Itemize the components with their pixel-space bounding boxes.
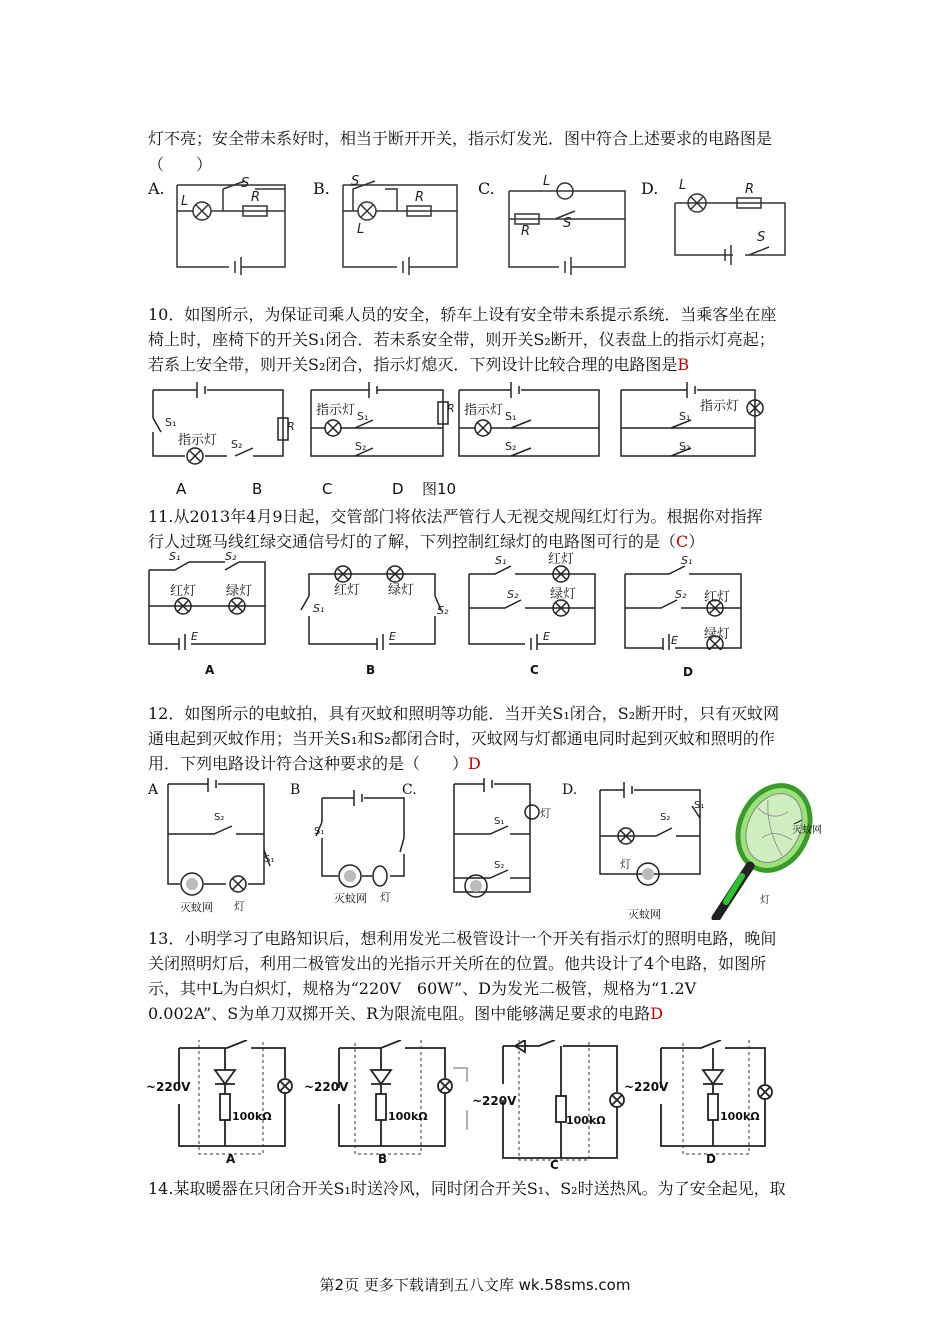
q10-circuit-figures: [145, 378, 775, 474]
q12-lamp-label-c: 灯: [540, 807, 551, 820]
svg-text:S: S: [351, 175, 360, 189]
q11-line2: [148, 533, 704, 551]
svg-text:S₁: S₁: [494, 816, 505, 827]
svg-text:L: L: [679, 178, 687, 193]
svg-text:S₂: S₂: [679, 440, 691, 453]
svg-text:R: R: [287, 420, 295, 433]
q12-line1: 12．如图所示的电蚊拍，具有灭蚊和照明等功能．当开关S₁闭合，S₂断开时，只有灭蚊网: [148, 704, 780, 723]
q11-red-label-b: 红灯: [334, 583, 361, 598]
svg-text:S₂: S₂: [355, 440, 367, 453]
q11-option-c: C: [530, 663, 539, 677]
svg-text:S₁: S₁: [679, 410, 691, 423]
svg-text:E: E: [191, 630, 198, 643]
q9-circuit-figures: [145, 175, 805, 279]
q11-line2-text: 行人过斑马线红绿交通信号灯的了解，下列控制红绿灯的电路图可行的是（: [148, 532, 677, 551]
q13-voltage-d: ~220V: [624, 1080, 669, 1094]
svg-text:S₁: S₁: [505, 410, 517, 423]
svg-text:S₁: S₁: [169, 552, 181, 563]
q13-option-a: A: [226, 1152, 236, 1166]
q13-voltage-b: ~220V: [304, 1080, 349, 1094]
q11-option-a: A: [205, 663, 215, 677]
q9-option-a: A.: [148, 179, 165, 198]
q11-red-label-d: 红灯: [704, 590, 731, 605]
q13-option-d: D: [706, 1152, 716, 1166]
svg-text:R: R: [745, 182, 755, 197]
q13-line4: [148, 1005, 663, 1023]
q12-lamp-label-b: 灯: [380, 891, 391, 904]
svg-text:S₂: S₂: [231, 438, 243, 451]
q11-red-label-a: 红灯: [170, 584, 197, 599]
svg-text:S₂: S₂: [675, 588, 687, 601]
q9-line1: 灯不亮；安全带未系好时，相当于断开开关，指示灯发光．图中符合上述要求的电路图是: [148, 129, 773, 148]
svg-text:R: R: [447, 402, 455, 415]
svg-text:S₂: S₂: [660, 812, 671, 823]
svg-text:S₁: S₁: [264, 854, 275, 865]
q10-option-c: C: [322, 480, 333, 498]
q10-line1: 10．如图所示，为保证司乘人员的安全，轿车上设有安全带未系提示系统．当乘客坐在座: [148, 305, 777, 324]
svg-text:L: L: [543, 175, 551, 189]
q13-resistor-d: 100kΩ: [720, 1110, 760, 1123]
q13-resistor-a: 100kΩ: [232, 1110, 272, 1123]
svg-text:S₂: S₂: [437, 604, 449, 617]
q13-voltage-a: ~220V: [146, 1080, 191, 1094]
svg-text:S₂: S₂: [494, 860, 505, 871]
q12-net-label-a: 灭蚊网: [180, 901, 213, 914]
q12-option-c: C.: [402, 782, 417, 798]
q11-red-label-c: 红灯: [548, 552, 575, 567]
q10-lamp-label-c: 指示灯: [464, 403, 504, 418]
q14-line1: 14.某取暖器在只闭合开关S₁时送冷风，同时闭合开关S₁、S₂时送热风。为了安全起见，取: [148, 1179, 786, 1198]
q13-option-b: B: [378, 1152, 388, 1166]
q12-net-label-b: 灭蚊网: [334, 892, 367, 905]
svg-text:S₁: S₁: [165, 416, 177, 429]
page-footer: 第2页 更多下载请到五八文库 wk.58sms.com: [319, 1276, 631, 1294]
svg-text:S₂: S₂: [505, 440, 517, 453]
q11-option-d: D: [683, 665, 693, 679]
svg-text:S₁: S₁: [681, 554, 693, 567]
q10-line3-text: 若系上安全带，则开关S₂闭合，指示灯熄灭．下列设计比较合理的电路图是: [148, 355, 678, 374]
q12-lamp-label-d: 灯: [620, 858, 631, 871]
q10-option-a: A: [176, 480, 187, 498]
svg-text:S: S: [241, 176, 250, 191]
svg-text:S₂: S₂: [225, 552, 237, 563]
svg-text:R: R: [251, 190, 261, 205]
q9-line2: （ ）: [148, 155, 213, 174]
svg-text:S₁: S₁: [357, 410, 369, 423]
svg-text:R: R: [415, 190, 425, 205]
q12-answer: D: [468, 754, 481, 773]
q11-circuit-figures: [145, 552, 765, 654]
q11-answer: C: [676, 532, 689, 551]
svg-text:L: L: [181, 194, 189, 209]
q10-figure-caption: 图10: [422, 480, 457, 498]
q9-option-c: C.: [478, 179, 495, 198]
svg-text:L: L: [357, 222, 365, 237]
svg-text:E: E: [671, 634, 678, 647]
svg-text:S₁: S₁: [495, 554, 507, 567]
q12-lamp-label-a: 灯: [234, 900, 245, 913]
svg-text:S₁: S₁: [694, 800, 705, 811]
q10-lamp-label-b: 指示灯: [316, 403, 356, 418]
q13-option-c: C: [550, 1158, 559, 1172]
q9-option-d: D.: [641, 179, 659, 198]
q10-option-b: B: [252, 480, 263, 498]
q9-option-b: B.: [313, 179, 330, 198]
svg-text:S₁: S₁: [313, 602, 325, 615]
q13-line1: 13．小明学习了电路知识后，想利用发光二极管设计一个开关有指示灯的照明电路，晚间: [148, 929, 777, 948]
q12-line3: [148, 755, 481, 773]
q13-line2: 关闭照明灯后，利用二极管发出的光指示开关所在的位置。他共设计了4个电路，如图所: [148, 954, 767, 973]
svg-text:E: E: [543, 630, 550, 643]
q13-answer: D: [650, 1004, 664, 1023]
svg-text:R: R: [521, 224, 531, 239]
q10-lamp-label-a: 指示灯: [178, 433, 218, 448]
q12-option-b: B: [290, 782, 301, 798]
svg-text:S: S: [757, 230, 766, 245]
q10-line2: 椅上时，座椅下的开关S₁闭合．若未系安全带，则开关S₂断开，仪表盘上的指示灯亮起；: [148, 330, 775, 349]
q12-line3-text: 用．下列电路设计符合这种要求的是（ ）: [148, 754, 469, 773]
swatter-net-label: 灭蚊网: [792, 825, 822, 836]
q10-lamp-label-d: 指示灯: [700, 399, 740, 414]
svg-text:S₂: S₂: [214, 812, 225, 823]
q11-line2-end: ）: [688, 532, 705, 551]
q12-net-label-d: 灭蚊网: [628, 908, 661, 921]
q10-line3: [148, 356, 689, 374]
q13-resistor-b: 100kΩ: [388, 1110, 428, 1123]
q13-voltage-c: ~220V: [472, 1094, 517, 1108]
q11-line1: 11.从2013年4月9日起，交管部门将依法严管行人无视交规闯红灯行为。根据你对指挥: [148, 507, 763, 526]
q12-line2: 通电起到灭蚊作用；当开关S₁和S₂都闭合时，灭蚊网与灯都通电同时起到灭蚊和照明的作: [148, 729, 775, 748]
q13-resistor-c: 100kΩ: [566, 1114, 606, 1127]
q10-option-d: D: [392, 480, 404, 498]
q10-answer: B: [677, 355, 690, 374]
q12-option-d: D.: [562, 782, 578, 798]
q13-line3: 示，其中L为白炽灯，规格为“220V 60W”、D为发光二极管，规格为“1.2V: [148, 979, 697, 998]
svg-text:S₁: S₁: [314, 826, 325, 837]
q11-green-label-c: 绿灯: [550, 587, 577, 602]
svg-text:S₂: S₂: [507, 588, 519, 601]
swatter-lamp-label: 灯: [760, 895, 770, 906]
q11-green-label-b: 绿灯: [388, 583, 415, 598]
q11-green-label-d: 绿灯: [704, 627, 731, 642]
svg-text:S: S: [563, 216, 572, 231]
svg-text:E: E: [389, 630, 396, 643]
q11-option-b: B: [366, 663, 376, 677]
q13-line4-text: 0.002A”、S为单刀双掷开关、R为限流电阻。图中能够满足要求的电路: [148, 1004, 651, 1023]
q12-option-a: A: [148, 782, 159, 798]
q11-green-label-a: 绿灯: [226, 584, 253, 599]
